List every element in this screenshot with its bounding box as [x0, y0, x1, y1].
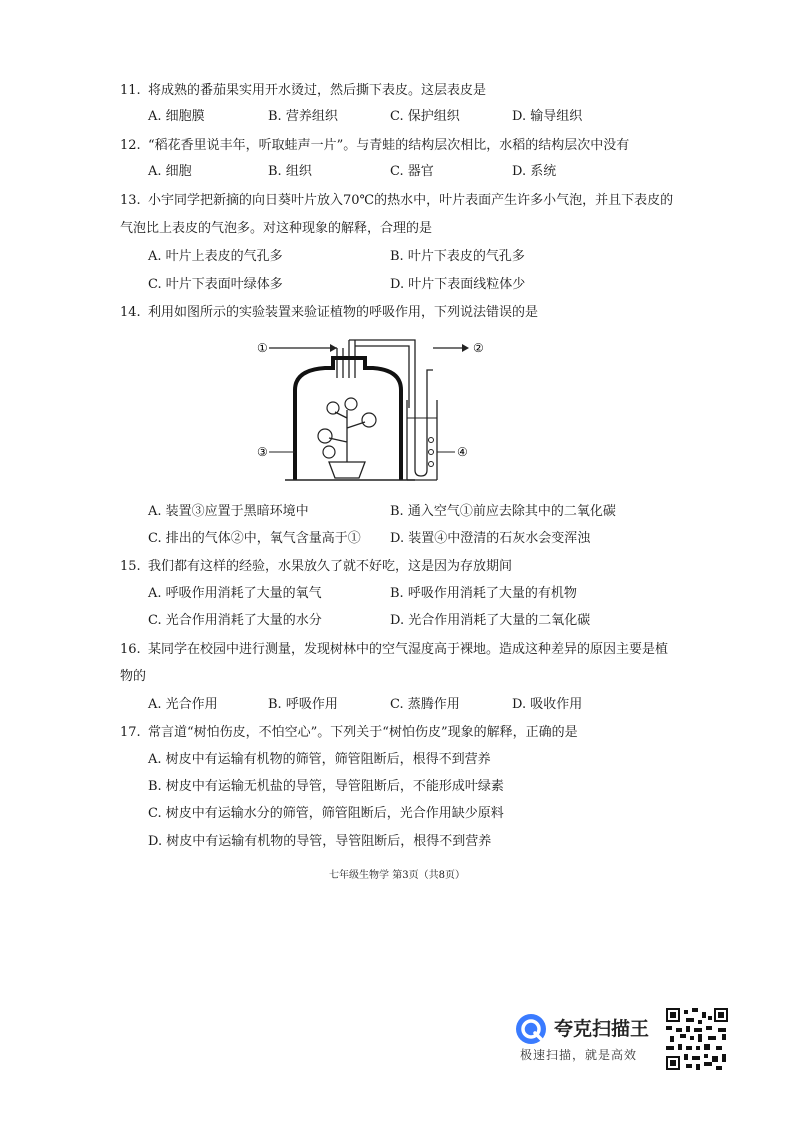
option-c: C. 排出的气体②中，氧气含量高于①: [148, 531, 361, 546]
option-c: C. 保护组织: [390, 109, 460, 124]
option-a: A. 呼吸作用消耗了大量的氧气: [148, 586, 322, 601]
option-d: D. 装置④中澄清的石灰水会变浑浊: [390, 531, 591, 546]
option-d: D. 光合作用消耗了大量的二氧化碳: [390, 613, 591, 628]
test-tube: [407, 400, 437, 480]
outlet-arrow-icon: [462, 344, 469, 352]
scanner-logo-icon: [514, 1012, 548, 1046]
scanner-slogan: 极速扫描，就是高效: [520, 1048, 638, 1062]
option-c: C. 蒸腾作用: [390, 697, 460, 712]
question-14: [120, 304, 538, 322]
label-2: ②: [473, 341, 484, 355]
option-d: D. 系统: [512, 164, 557, 179]
question-13: [120, 192, 673, 210]
question-stem: 小宇同学把新摘的向日葵叶片放入70℃的热水中，叶片表面产生许多小气泡，并且下表皮的: [148, 193, 674, 208]
question-16: [120, 641, 668, 659]
option-c: C. 树皮中有运输水分的筛管，筛管阻断后，光合作用缺少原料: [148, 806, 504, 821]
question-stem: 常言道“树怕伤皮，不怕空心”。下列关于“树怕伤皮”现象的解释，正确的是: [148, 725, 578, 740]
option-b: B. 呼吸作用消耗了大量的有机物: [390, 586, 577, 601]
option-c: C. 叶片下表面叶绿体多: [148, 277, 283, 292]
question-15: [120, 558, 512, 576]
option-a: A. 装置③应置于黑暗环境中: [148, 504, 309, 519]
option-b: B. 营养组织: [268, 109, 338, 124]
option-d: D. 树皮中有运输有机物的导管，导管阻断后，根得不到营养: [148, 834, 492, 849]
option-c: C. 光合作用消耗了大量的水分: [148, 613, 322, 628]
option-b: B. 树皮中有运输无机盐的导管，导管阻断后，不能形成叶绿素: [148, 779, 504, 794]
question-number: 16.: [120, 642, 141, 657]
leaf: [323, 446, 335, 458]
question-number: 15.: [120, 559, 141, 574]
bubble: [429, 450, 434, 455]
question-stem-continued: 物的: [120, 669, 147, 684]
option-d: D. 叶片下表面线粒体少: [390, 277, 526, 292]
question-number: 17.: [120, 725, 141, 740]
option-b: B. 通入空气①前应去除其中的二氧化碳: [390, 504, 616, 519]
question-17: [120, 724, 578, 742]
immersed-tube: [415, 370, 433, 476]
question-stem: 利用如图所示的实验装置来验证植物的呼吸作用，下列说法错误的是: [148, 305, 539, 320]
option-a: A. 细胞: [148, 164, 192, 179]
option-c: C. 器官: [390, 164, 434, 179]
leaf: [318, 429, 332, 443]
option-a: A. 光合作用: [148, 697, 218, 712]
question-11: [120, 82, 486, 100]
scanner-brand-name: 夸克扫描王: [554, 1018, 650, 1040]
respiration-apparatus-diagram: [255, 330, 495, 490]
qr-code-icon: [666, 1008, 728, 1070]
question-12: [120, 137, 629, 155]
question-number: 14.: [120, 305, 141, 320]
inlet-arrow-icon: [330, 344, 337, 352]
label-4: ④: [457, 445, 468, 459]
question-stem: 某同学在校园中进行测量，发现树林中的空气湿度高于裸地。造成这种差异的原因主要是植: [148, 642, 669, 657]
flower-pot: [329, 462, 365, 478]
leaf: [327, 402, 339, 414]
leaf: [345, 398, 357, 410]
option-b: B. 组织: [268, 164, 312, 179]
option-d: D. 吸收作用: [512, 697, 583, 712]
label-3: ③: [257, 445, 268, 459]
question-stem: “稻花香里说丰年，听取蛙声一片”。与青蛙的结构层次相比，水稻的结构层次中没有: [148, 138, 630, 153]
option-a: A. 树皮中有运输有机物的筛管，筛管阻断后，根得不到营养: [148, 752, 491, 767]
page-footer: 七年级生物学 第3页（共8页）: [329, 870, 465, 881]
option-d: D. 输导组织: [512, 109, 583, 124]
scanner-watermark: [514, 1008, 736, 1068]
option-a: A. 叶片上表皮的气孔多: [148, 249, 283, 264]
question-number: 12.: [120, 138, 141, 153]
question-stem: 将成熟的番茄果实用开水烫过，然后撕下表皮。这层表皮是: [148, 83, 487, 98]
leaf: [362, 413, 376, 427]
connecting-tubes: [337, 340, 415, 408]
question-number: 11.: [120, 83, 141, 98]
option-a: A. 细胞膜: [148, 109, 205, 124]
question-number: 13.: [120, 193, 141, 208]
bubble: [429, 462, 434, 467]
option-b: B. 呼吸作用: [268, 697, 338, 712]
label-1: ①: [257, 341, 268, 355]
option-b: B. 叶片下表皮的气孔多: [390, 249, 525, 264]
question-stem-continued: 气泡比上表皮的气泡多。对这种现象的解释，合理的是: [120, 221, 433, 236]
question-stem: 我们都有这样的经验，水果放久了就不好吃，这是因为存放期间: [148, 559, 513, 574]
bubble: [429, 438, 434, 443]
